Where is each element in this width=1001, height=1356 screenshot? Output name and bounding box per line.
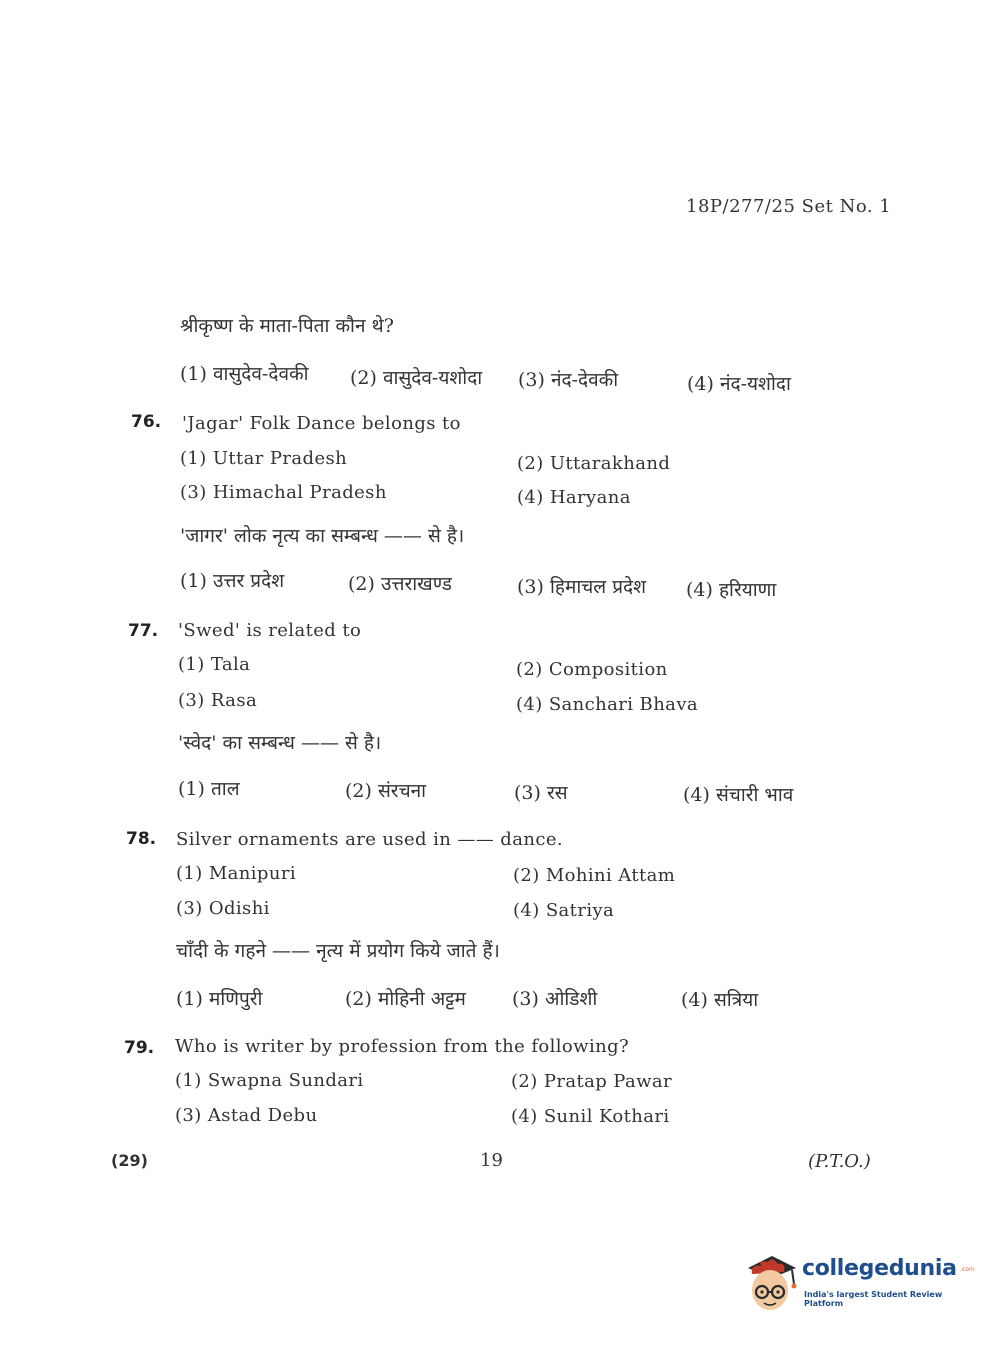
hindi-option: (4) हरियाणा (686, 579, 777, 601)
option: (4) Sanchari Bhava (516, 694, 699, 715)
option: (3) Himachal Pradesh (180, 482, 387, 503)
pto-label: (P.T.O.) (808, 1151, 871, 1172)
hindi-option: (4) संचारी भाव (683, 784, 794, 806)
hindi-option: (3) ओडिशी (512, 988, 598, 1010)
page-number: 19 (480, 1150, 503, 1171)
hindi-stem: 'जागर' लोक नृत्य का सम्बन्ध —— से है। (180, 525, 465, 547)
option: (4) Haryana (517, 487, 631, 508)
option: (2) Pratap Pawar (511, 1071, 673, 1092)
question-number: 78. (126, 829, 157, 849)
question-stem: Silver ornaments are used in —— dance. (176, 829, 563, 850)
option: (3) Rasa (178, 690, 258, 711)
question-stem: 'Swed' is related to (178, 620, 362, 641)
question-number: 79. (124, 1038, 155, 1058)
hindi-option: (1) ताल (178, 778, 240, 800)
prev-question-hindi-option: (1) वासुदेव-देवकी (180, 363, 309, 385)
option: (1) Swapna Sundari (175, 1070, 364, 1091)
option: (1) Uttar Pradesh (180, 448, 348, 469)
option: (4) Sunil Kothari (511, 1106, 670, 1127)
hindi-option: (2) उत्तराखण्ड (348, 573, 452, 595)
hindi-option: (3) रस (514, 782, 568, 804)
question-number: 76. (131, 412, 162, 432)
hindi-option: (3) हिमाचल प्रदेश (517, 576, 647, 598)
option: (2) Composition (516, 659, 668, 680)
mascot-icon (742, 1250, 802, 1314)
collegedunia-logo[interactable] (742, 1248, 975, 1320)
question-stem: Who is writer by profession from the following? (175, 1036, 630, 1057)
prev-question-hindi-option: (3) नंद-देवकी (518, 369, 619, 391)
prev-question-hindi-stem: श्रीकृष्ण के माता-पिता कौन थे? (180, 315, 394, 337)
question-stem: 'Jagar' Folk Dance belongs to (182, 413, 461, 434)
option: (1) Tala (178, 654, 251, 675)
footer-code: (29) (111, 1151, 148, 1170)
hindi-stem: चाँदी के गहने —— नृत्य में प्रयोग किये जाते हैं। (176, 940, 500, 962)
hindi-option: (1) मणिपुरी (176, 988, 263, 1010)
prev-question-hindi-option: (2) वासुदेव-यशोदा (350, 367, 483, 389)
logo-tagline: India's largest Student Review Platform (804, 1290, 943, 1308)
option: (2) Uttarakhand (517, 453, 671, 474)
hindi-option: (4) सत्रिया (681, 989, 759, 1011)
hindi-option: (2) संरचना (345, 780, 427, 802)
option: (4) Satriya (513, 900, 615, 921)
hindi-stem: 'स्वेद' का सम्बन्ध —— से है। (178, 732, 382, 754)
option: (3) Odishi (176, 898, 270, 919)
hindi-option: (2) मोहिनी अट्टम (345, 988, 466, 1010)
hindi-option: (1) उत्तर प्रदेश (180, 570, 285, 592)
logo-wordmark: collegedunia (802, 1256, 957, 1281)
prev-question-hindi-option: (4) नंद-यशोदा (687, 373, 791, 395)
question-number: 77. (128, 621, 159, 641)
paper-code: 18P/277/25 Set No. 1 (686, 196, 892, 217)
option: (3) Astad Debu (175, 1105, 318, 1126)
option: (2) Mohini Attam (513, 865, 676, 886)
option: (1) Manipuri (176, 863, 297, 884)
logo-suffix: .com (960, 1266, 975, 1273)
